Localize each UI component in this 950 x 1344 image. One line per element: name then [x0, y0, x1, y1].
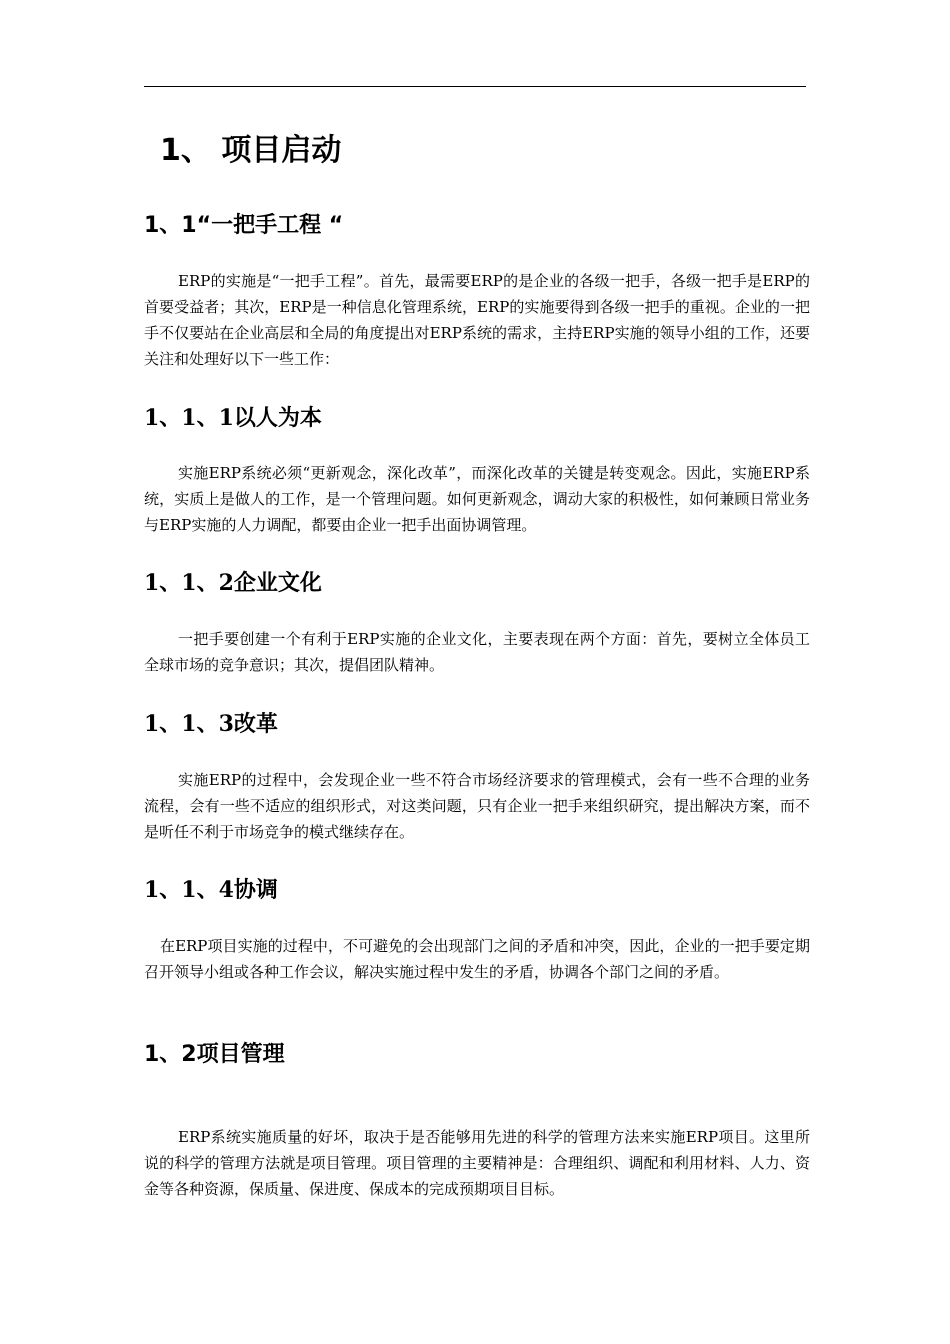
header-rule [144, 86, 806, 87]
subsection-heading-1-1-2: 1、1、2企业文化 [144, 570, 322, 596]
subsection-paragraph-1-1-3: 实施ERP的过程中，会发现企业一些不符合市场经济要求的管理模式，会有一些不合理的业务流程，会有一些不适应的组织形式，对这类问题，只有企业一把手来组织研究，提出解决方案，而不是听任不利于市场竞争的模式继续存在。 [144, 771, 810, 841]
subsection-paragraph-1-1-2: 一把手要创建一个有利于ERP实施的企业文化，主要表现在两个方面：首先，要树立全体员工全球市场的竞争意识；其次，提倡团队精神。 [144, 630, 810, 674]
subsection-paragraph-1-1-4: 在ERP项目实施的过程中，不可避免的会出现部门之间的矛盾和冲突，因此，企业的一把手要定期召开领导小组或各种工作会议，解决实施过程中发生的矛盾，协调各个部门之间的矛盾。 [144, 937, 810, 981]
section-paragraph-1-1: ERP的实施是“一把手工程”。首先，最需要ERP的是企业的各级一把手，各级一把手是ERP的首要受益者；其次，ERP是一种信息化管理系统，ERP的实施要得到各级一把手的重视。企业的一把手不仅要站在企业高层和全局的角度提出对ERP系统的需求，主持ERP实施的领导小组的工作，还要关注和处理好以下一些工作： [144, 272, 810, 368]
section-heading-1-1: 1、1“一把手工程 “ [144, 213, 344, 238]
section-heading-1-2: 1、2项目管理 [144, 1042, 285, 1067]
chapter-title: 1、 项目启动 [160, 133, 342, 168]
subsection-paragraph-1-1-1: 实施ERP系统必须“更新观念，深化改革”，而深化改革的关键是转变观念。因此，实施ERP系统，实质上是做人的工作，是一个管理问题。如何更新观念，调动大家的积极性，如何兼顾日常业务与ERP实施的人力调配，都要由企业一把手出面协调管理。 [144, 464, 810, 534]
section-paragraph-1-2: ERP系统实施质量的好坏，取决于是否能够用先进的科学的管理方法来实施ERP项目。这里所说的科学的管理方法就是项目管理。项目管理的主要精神是：合理组织、调配和利用材料、人力、资金等各种资源，保质量、保进度、保成本的完成预期项目目标。 [144, 1128, 810, 1198]
subsection-heading-1-1-4: 1、1、4协调 [144, 877, 278, 903]
subsection-heading-1-1-1: 1、1、1以人为本 [144, 405, 322, 431]
subsection-heading-1-1-3: 1、1、3改革 [144, 711, 278, 737]
